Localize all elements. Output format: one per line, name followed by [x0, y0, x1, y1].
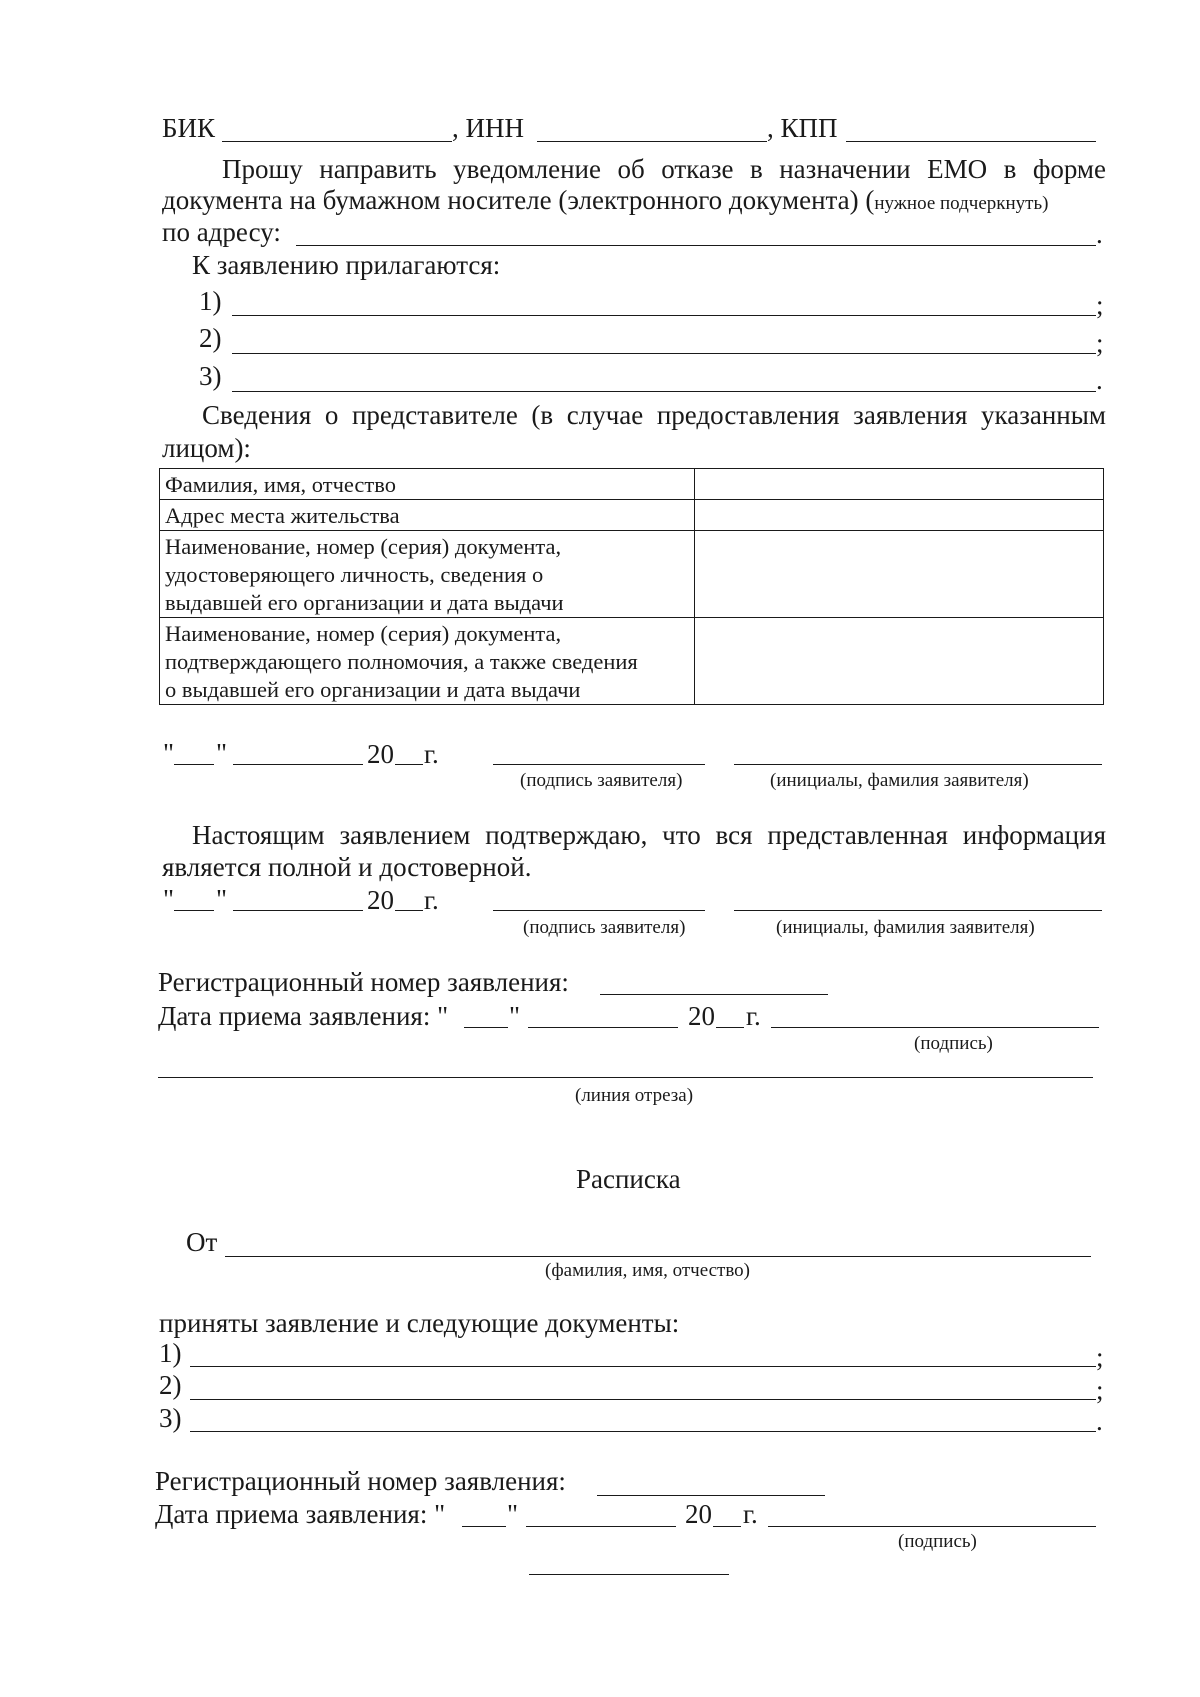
attachments-heading: К заявлению прилагаются:: [192, 250, 501, 280]
attachment-end-mark: ;: [1096, 328, 1104, 358]
inn-field-line[interactable]: [537, 141, 767, 142]
kpp-label: , КПП: [767, 113, 838, 143]
receipt-from-line[interactable]: [225, 1256, 1091, 1257]
receipt-document-end-mark: ;: [1096, 1342, 1104, 1372]
applicant-name-line[interactable]: [734, 764, 1102, 765]
date-day-line[interactable]: [174, 910, 214, 911]
representative-intro-line-2: лицом):: [162, 433, 251, 463]
date-month-line[interactable]: [233, 764, 363, 765]
receipt-date-quote-close: ": [509, 1001, 521, 1031]
receipt-day-line[interactable]: [464, 1027, 508, 1028]
receipt-document-end-mark: .: [1096, 1406, 1103, 1436]
receipt-year-prefix: 20: [685, 1499, 712, 1529]
attachment-number: 2): [199, 323, 222, 353]
representative-intro-line-1: Сведения о представителе (в случае предоставления заявления указанным: [202, 400, 1106, 430]
receipt-document-line-2[interactable]: [190, 1399, 1096, 1400]
date-day-line[interactable]: [174, 764, 214, 765]
applicant-name-caption: (инициалы, фамилия заявителя): [770, 770, 1029, 791]
date-year-line[interactable]: [395, 910, 423, 911]
request-line-1: Прошу направить уведомление об отказе в назначении ЕМО в форме: [222, 154, 1106, 184]
request-line-2: [162, 187, 1048, 214]
receipt-document-line-3[interactable]: [190, 1431, 1096, 1432]
receipt-from-label: От: [186, 1227, 218, 1257]
kpp-field-line[interactable]: [846, 141, 1096, 142]
registration-number-line[interactable]: [600, 994, 828, 995]
registration-number-line[interactable]: [597, 1495, 825, 1496]
date-year-suffix: г.: [424, 885, 439, 915]
date-quote-close: ": [216, 884, 228, 914]
request-note: нужное подчеркнуть): [874, 193, 1049, 214]
receipt-month-line[interactable]: [528, 1027, 678, 1028]
table-row: [160, 469, 1104, 500]
table-cell-label: [160, 469, 695, 500]
attachment-line-2[interactable]: [232, 353, 1096, 354]
closing-separator: [529, 1574, 729, 1575]
applicant-signature-line[interactable]: [493, 910, 705, 911]
attachment-end-mark: ;: [1096, 290, 1104, 320]
row-label-authority-document: Наименование, номер (серия) документа, подтверждающего полномочия, а также сведения о выдавшей его организации и дата выдачи: [165, 621, 638, 702]
attachment-number: 1): [199, 286, 222, 316]
table-row: [160, 618, 1104, 705]
table-row: [160, 531, 1104, 618]
confirmation-line-2: является полной и достоверной.: [162, 852, 532, 882]
attachment-end-mark: .: [1096, 365, 1103, 395]
date-year-prefix: 20: [367, 739, 394, 769]
row-label-identity-document: Наименование, номер (серия) документа, удостоверяющего личность, сведения о выдавшей его организации и дата выдачи: [165, 534, 564, 615]
receipt-document-line-1[interactable]: [190, 1366, 1096, 1367]
attachment-line-3[interactable]: [232, 391, 1096, 392]
receipt-year-line[interactable]: [716, 1027, 744, 1028]
receipt-date-label: Дата приема заявления: ": [155, 1499, 446, 1529]
official-signature-caption: (подпись): [898, 1531, 977, 1552]
receipt-title: Расписка: [576, 1164, 681, 1194]
receipt-year-suffix: г.: [743, 1499, 758, 1529]
receipt-from-caption: (фамилия, имя, отчество): [545, 1260, 751, 1281]
registration-number-label: Регистрационный номер заявления:: [155, 1466, 566, 1496]
date-quote-close: ": [216, 738, 228, 768]
table-cell-value-full-name[interactable]: [695, 469, 1104, 500]
official-signature-line[interactable]: [768, 1526, 1096, 1527]
table-cell-label: [160, 531, 695, 618]
bik-field-line[interactable]: [222, 141, 452, 142]
applicant-signature-caption: (подпись заявителя): [523, 917, 686, 938]
applicant-signature-caption: (подпись заявителя): [520, 770, 683, 791]
row-label-full-name: Фамилия, имя, отчество: [165, 472, 396, 497]
confirmation-line-1: Настоящим заявлением подтверждаю, что вся представленная информация: [192, 820, 1106, 850]
applicant-signature-line[interactable]: [493, 764, 705, 765]
table-cell-value-authority-document[interactable]: [695, 618, 1104, 705]
bik-label: БИК: [162, 113, 216, 143]
table-cell-label: [160, 500, 695, 531]
cut-line: [158, 1077, 1093, 1078]
date-year-line[interactable]: [395, 764, 423, 765]
attachment-number: 3): [199, 361, 222, 391]
official-signature-line[interactable]: [771, 1027, 1099, 1028]
receipt-day-line[interactable]: [462, 1526, 506, 1527]
date-quote-open: ": [163, 884, 175, 914]
receipt-year-prefix: 20: [688, 1001, 715, 1031]
table-cell-value-identity-document[interactable]: [695, 531, 1104, 618]
receipt-month-line[interactable]: [526, 1526, 676, 1527]
table-cell-label: [160, 618, 695, 705]
request-line-2-main: документа на бумажном носителе (электронного документа) (: [162, 185, 875, 215]
representative-table: [159, 468, 1104, 705]
receipt-document-number: 1): [159, 1338, 182, 1368]
receipt-date-quote-close: ": [507, 1499, 519, 1529]
applicant-name-line[interactable]: [734, 910, 1102, 911]
registration-number-label: Регистрационный номер заявления:: [158, 967, 569, 997]
receipt-year-suffix: г.: [746, 1001, 761, 1031]
address-end-mark: .: [1096, 219, 1103, 249]
address-label: по адресу:: [162, 217, 281, 247]
date-quote-open: ": [163, 738, 175, 768]
table-cell-value-address[interactable]: [695, 500, 1104, 531]
date-year-suffix: г.: [424, 739, 439, 769]
receipt-document-end-mark: ;: [1096, 1375, 1104, 1405]
address-field-line[interactable]: [296, 245, 1096, 246]
date-year-prefix: 20: [367, 885, 394, 915]
row-label-address: Адрес места жительства: [165, 503, 400, 528]
official-signature-caption: (подпись): [914, 1033, 993, 1054]
table-row: [160, 500, 1104, 531]
receipt-document-number: 3): [159, 1403, 182, 1433]
receipt-year-line[interactable]: [713, 1526, 741, 1527]
receipt-documents-heading: приняты заявление и следующие документы:: [159, 1308, 680, 1338]
cut-line-caption: (линия отреза): [575, 1085, 694, 1106]
attachment-line-1[interactable]: [232, 315, 1096, 316]
applicant-name-caption: (инициалы, фамилия заявителя): [776, 917, 1035, 938]
inn-label: , ИНН: [452, 113, 524, 143]
date-month-line[interactable]: [233, 910, 363, 911]
receipt-document-number: 2): [159, 1370, 182, 1400]
receipt-date-label: Дата приема заявления: ": [158, 1001, 449, 1031]
